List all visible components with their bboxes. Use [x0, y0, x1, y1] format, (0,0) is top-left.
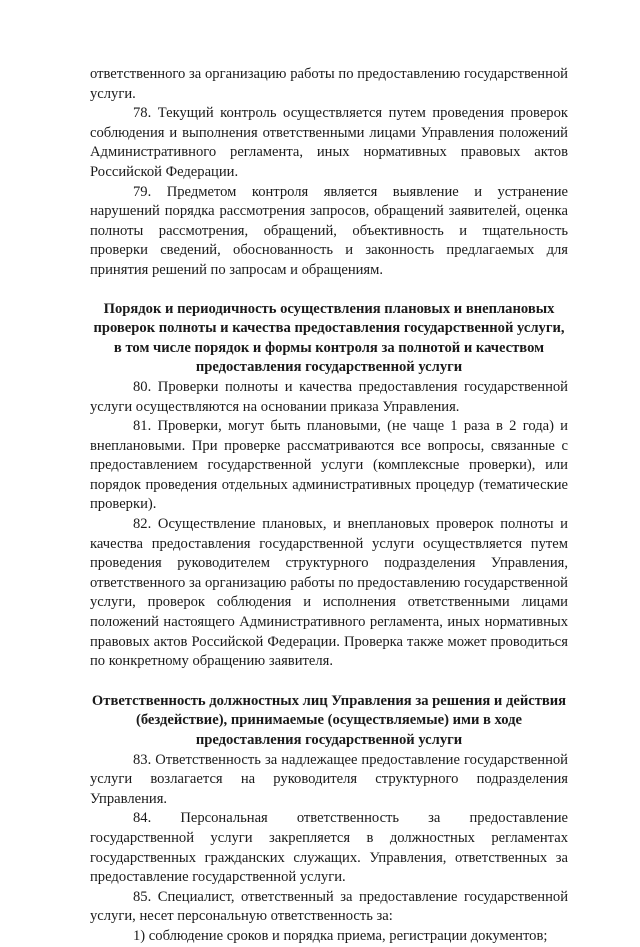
- paragraph-80: 80. Проверки полноты и качества предоставления государственной услуги осуществляются на основании приказа Управления.: [90, 378, 568, 415]
- paragraph-79: 79. Предметом контроля является выявление и устранение нарушений порядка рассмотрения запросов, обращений заявителей, оценка полноты рассмотрения, обращений, объективность и тщательность проверки сведений, обоснованность и законность предлагаемых для принятия решений по запросам и обращениям.: [90, 183, 568, 278]
- document-body: [90, 65, 568, 947]
- paragraph-78: 78. Текущий контроль осуществляется путем проведения проверок соблюдения и выполнения ответственными лицами Управления положений Административного регламента, иных нормативных правовых актов Российской Федерации.: [90, 105, 568, 180]
- paragraph-continuation: ответственного за организацию работы по предоставлению государственной услуги.: [90, 66, 568, 102]
- section-heading-responsibility: Ответственность должностных лиц Управления за решения и действия (бездействие), принимаемые (осуществляемые) ими в ходе предоставления государственной услуги: [91, 692, 567, 748]
- section-heading-inspections: Порядок и периодичность осуществления плановых и внеплановых проверок полноты и качества предоставления государственной услуги, в том числе порядок и формы контроля за полнотой и качеством предоставления государственной услуги: [93, 300, 565, 376]
- paragraph-82: 82. Осуществление плановых, и внеплановых проверок полноты и качества предоставления государственной услуги осуществляется путем проведения руководителем структурного подразделения Управления, ответственного за организацию работы по предоставлению государственной услуги, проверок соблюдения и исполнения ответственными лицами положений настоящего Административного регламента, иных нормативных правовых актов Российской Федерации. Проверка также может проводиться по конкретному обращению заявителя.: [90, 516, 568, 670]
- paragraph-84: 84. Персональная ответственность за предоставление государственной услуги закрепляется в должностных регламентах государственных гражданских служащих. Управления, ответственных за предоставление государственной услуги.: [90, 810, 568, 886]
- paragraph-83: 83. Ответственность за надлежащее предоставление государственной услуги возлагается на руководителя структурного подразделения Управления.: [90, 751, 568, 807]
- paragraph-85: 85. Специалист, ответственный за предоставление государственной услуги, несет персональную ответственность за:: [90, 888, 568, 925]
- paragraph-81: 81. Проверки, могут быть плановыми, (не чаще 1 раза в 2 года) и внеплановыми. При проверке рассматриваются все вопросы, связанные с предоставлением государственной услуги (комплексные проверки), или порядок проведения отдельных административных процедур (тематические проверки).: [90, 418, 568, 513]
- list-item-1: 1) соблюдение сроков и порядка приема, регистрации документов;: [133, 927, 548, 944]
